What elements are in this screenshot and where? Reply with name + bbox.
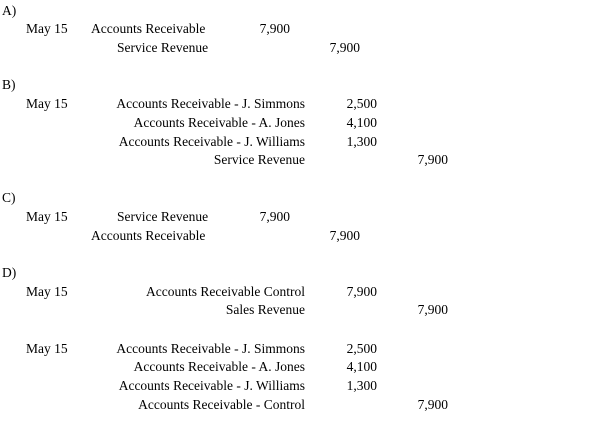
account-name: Accounts Receivable - A. Jones bbox=[133, 115, 305, 130]
debit-amount: 1,300 bbox=[346, 134, 377, 149]
debit-amount: 1,300 bbox=[346, 378, 377, 393]
debit-amount: 2,500 bbox=[346, 341, 377, 356]
entry-date: May 15 bbox=[26, 284, 68, 299]
account-name: Accounts Receivable - Control bbox=[138, 397, 305, 412]
account-name: Accounts Receivable - J. Williams bbox=[118, 378, 305, 393]
credit-amount: 7,900 bbox=[417, 152, 448, 167]
account-name: Accounts Receivable - J. Simmons bbox=[116, 96, 305, 111]
credit-amount: 7,900 bbox=[329, 40, 360, 55]
debit-amount: 4,100 bbox=[346, 115, 377, 130]
option-label-c: C) bbox=[2, 190, 16, 205]
entry-date: May 15 bbox=[26, 96, 68, 111]
debit-amount: 2,500 bbox=[346, 96, 377, 111]
debit-amount: 4,100 bbox=[346, 359, 377, 374]
account-name: Accounts Receivable - J. Williams bbox=[118, 134, 305, 149]
option-label-a: A) bbox=[2, 3, 17, 18]
account-name: Accounts Receivable bbox=[91, 21, 206, 36]
option-label-d: D) bbox=[2, 265, 17, 280]
account-name: Accounts Receivable - A. Jones bbox=[133, 359, 305, 374]
account-name: Accounts Receivable Control bbox=[146, 284, 305, 299]
account-name: Accounts Receivable bbox=[91, 228, 206, 243]
entry-date: May 15 bbox=[26, 341, 68, 356]
entry-date: May 15 bbox=[26, 209, 68, 224]
account-name: Service Revenue bbox=[117, 40, 209, 55]
account-name: Service Revenue bbox=[213, 152, 305, 167]
account-name: Accounts Receivable - J. Simmons bbox=[116, 341, 305, 356]
option-label-b: B) bbox=[2, 77, 16, 92]
credit-amount: 7,900 bbox=[329, 228, 360, 243]
account-name: Sales Revenue bbox=[225, 302, 305, 317]
account-name: Service Revenue bbox=[117, 209, 209, 224]
debit-amount: 7,900 bbox=[346, 284, 377, 299]
debit-amount: 7,900 bbox=[259, 21, 290, 36]
credit-amount: 7,900 bbox=[417, 397, 448, 412]
debit-amount: 7,900 bbox=[259, 209, 290, 224]
credit-amount: 7,900 bbox=[417, 302, 448, 317]
entry-date: May 15 bbox=[26, 21, 68, 36]
